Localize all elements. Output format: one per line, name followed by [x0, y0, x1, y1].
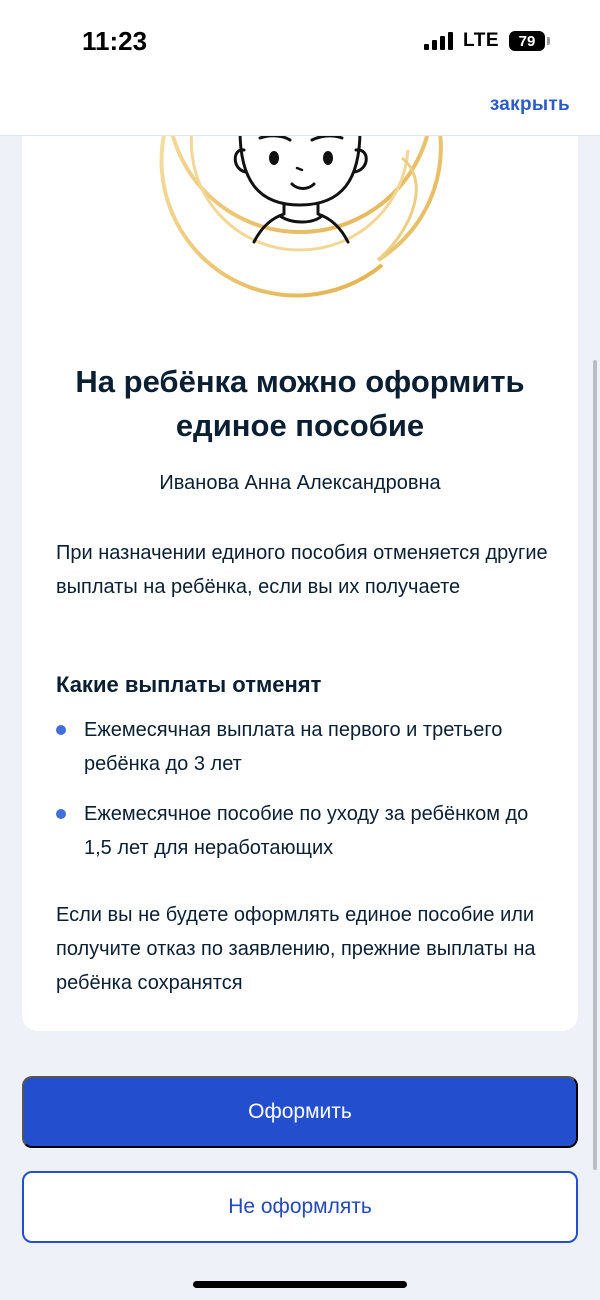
- status-indicators: [424, 30, 550, 52]
- top-header: [0, 80, 600, 136]
- status-time: 11:23: [82, 26, 148, 56]
- note-text: Если вы не будете оформлять единое пособие или получите отказ по заявлению, прежние выплаты на ребёнка сохранятся: [56, 904, 536, 994]
- list-item-text: Ежемесячная выплата на первого и третьего ребёнка до 3 лет: [84, 719, 503, 775]
- intro-text: При назначении единого пособия отменяется другие выплаты на ребёнка, если вы их получаете: [56, 542, 548, 598]
- scrollbar[interactable]: [593, 360, 597, 1170]
- child-illustration-icon: [22, 110, 578, 310]
- status-bar: [0, 0, 600, 80]
- page-title: [22, 360, 578, 448]
- recipient-name: Иванова Анна Александровна: [159, 472, 441, 494]
- decline-button[interactable]: Не оформлять: [22, 1171, 578, 1243]
- close-link[interactable]: закрыть: [489, 94, 570, 115]
- battery-level: 79: [509, 31, 545, 51]
- network-type: LTE: [463, 30, 499, 51]
- list-item: [56, 713, 556, 781]
- apply-button[interactable]: Оформить: [22, 1076, 578, 1148]
- bullet-dot-icon: [56, 809, 66, 819]
- section-title: Какие выплаты отменят: [56, 672, 322, 697]
- list-item: [56, 797, 556, 865]
- bullet-dot-icon: [56, 725, 66, 735]
- cancelled-payments-list: [56, 713, 556, 881]
- benefit-info-card: [22, 110, 578, 1031]
- home-indicator: [193, 1281, 407, 1288]
- title-line-2: единое пособие: [175, 408, 425, 443]
- title-line-1: На ребёнка можно оформить: [75, 364, 525, 399]
- cellular-signal-icon: [424, 32, 453, 50]
- list-item-text: Ежемесячное пособие по уходу за ребёнком до 1,5 лет для неработающих: [84, 803, 529, 859]
- battery-icon: [509, 31, 550, 51]
